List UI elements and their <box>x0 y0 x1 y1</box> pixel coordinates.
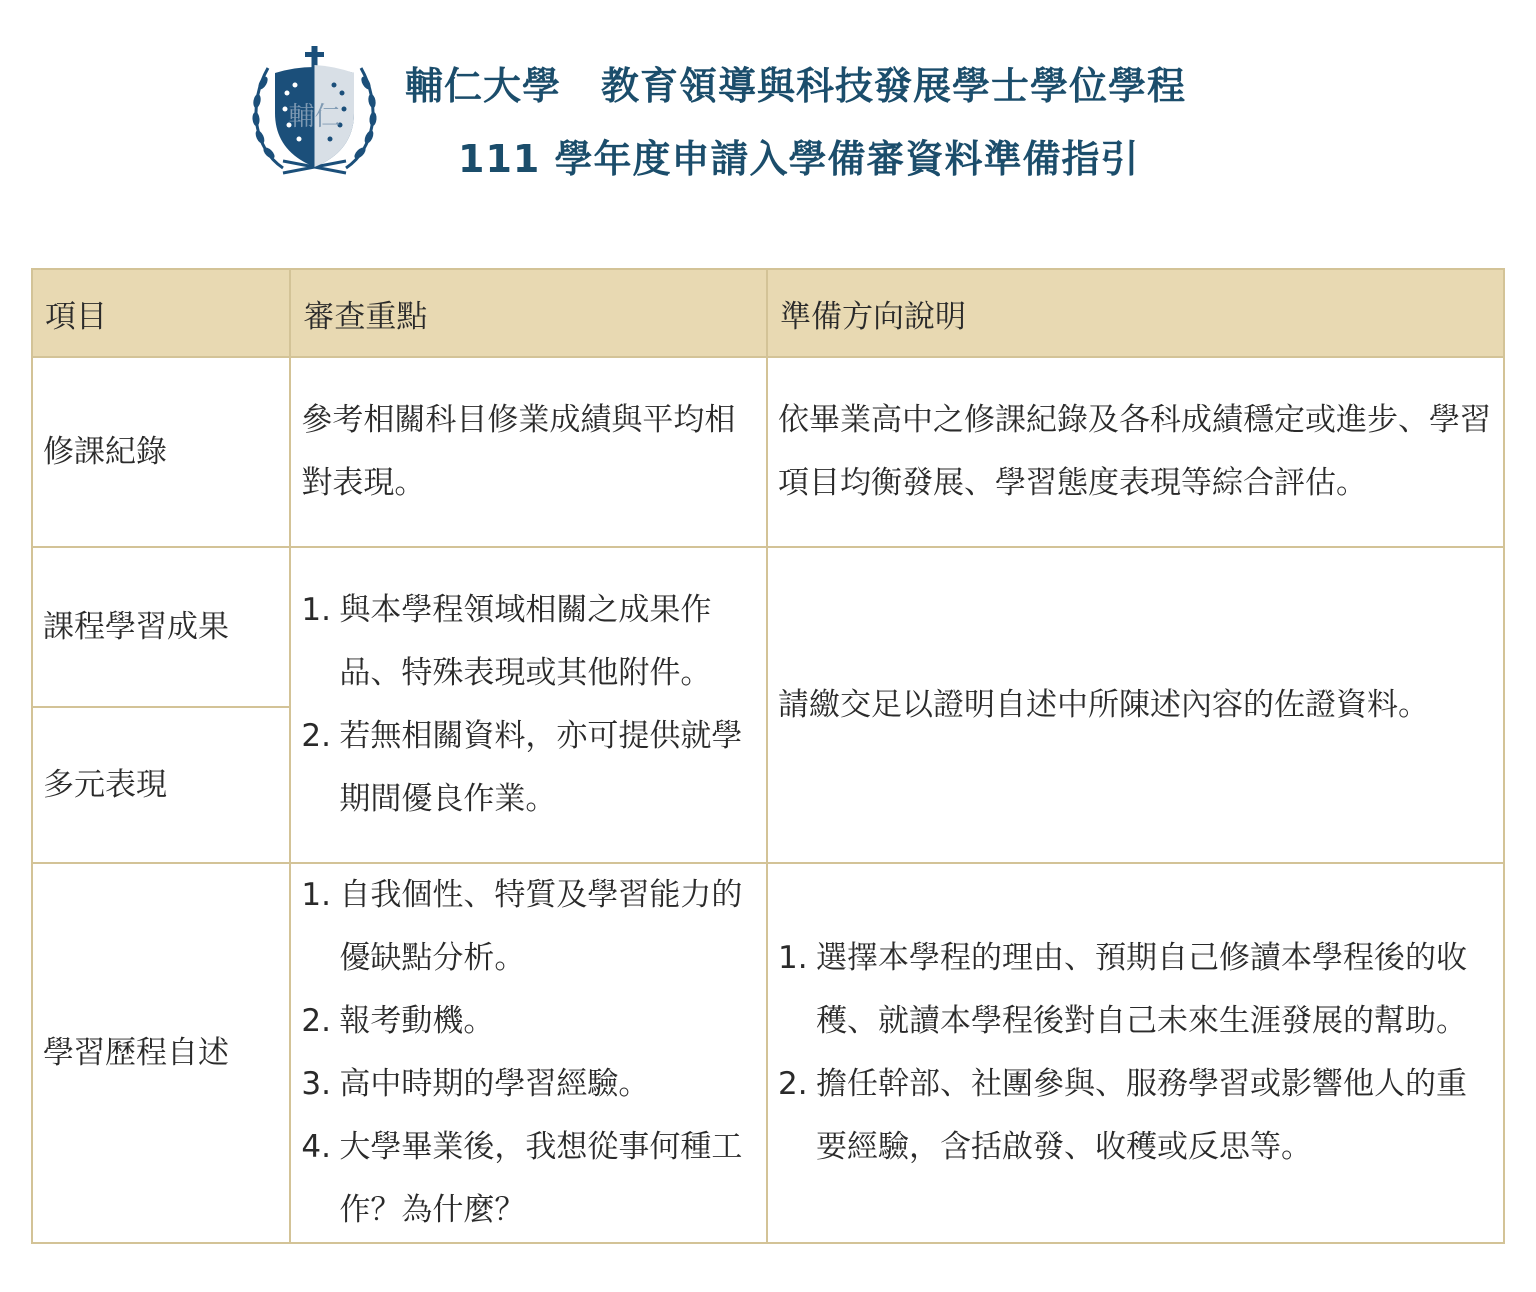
list-item: 2. 若無相關資料，亦可提供就學期間優良作業。 <box>301 718 743 817</box>
guide-list <box>778 927 1493 1179</box>
page-header <box>0 0 1536 200</box>
header-guide: 準備方向說明 <box>767 269 1504 357</box>
title-line-2: 111 學年度申請入學備審資料準備指引 <box>458 137 1140 181</box>
list-item: 3. 高中時期的學習經驗。 <box>301 1066 650 1102</box>
row-item: 多元表現 <box>32 707 290 863</box>
list-item: 4. 大學畢業後，我想從事何種工作？為什麼？ <box>301 1129 743 1228</box>
svg-text:輔仁: 輔仁 <box>288 102 341 132</box>
table-row <box>32 547 1504 707</box>
title-line-1 <box>405 55 1186 110</box>
row-guide: 請繳交足以證明自述中所陳述內容的佐證資料。 <box>767 547 1504 863</box>
row-guide: 依畢業高中之修課紀錄及各科成績穩定或進步、學習項目均衡發展、學習態度表現等綜合評估。 <box>767 357 1504 547</box>
header-item: 項目 <box>32 269 290 357</box>
list-item: 2. 報考動機。 <box>301 1003 495 1039</box>
list-item: 1. 與本學程領域相關之成果作品、特殊表現或其他附件。 <box>301 592 712 691</box>
row-item: 課程學習成果 <box>32 547 290 707</box>
focus-list <box>301 579 756 831</box>
program-name: 教育領導與科技發展學士學位學程 <box>601 64 1187 108</box>
fju-crest-icon <box>243 43 386 186</box>
header-focus: 審查重點 <box>290 269 767 357</box>
list-item: 2. 擔任幹部、社團參與、服務學習或影響他人的重要經驗，含括啟發、收穫或反思等。 <box>777 1066 1467 1165</box>
table-row <box>32 863 1504 1243</box>
list-item: 1. 選擇本學程的理由、預期自己修讀本學程後的收穫、就讀本學程後對自己未來生涯發展的幫助。 <box>777 940 1467 1039</box>
row-item: 學習歷程自述 <box>32 863 290 1243</box>
university-name: 輔仁大學 <box>405 64 562 108</box>
row-focus <box>290 863 767 1243</box>
row-guide <box>767 863 1504 1243</box>
list-item: 1. 自我個性、特質及學習能力的優缺點分析。 <box>301 877 743 976</box>
focus-list <box>301 864 756 1242</box>
table-row <box>32 357 1504 547</box>
row-item: 修課紀錄 <box>32 357 290 547</box>
table-header-row <box>32 269 1504 357</box>
row-focus: 參考相關科目修業成績與平均相對表現。 <box>290 357 767 547</box>
guide-table <box>31 268 1505 1244</box>
row-focus <box>290 547 767 863</box>
